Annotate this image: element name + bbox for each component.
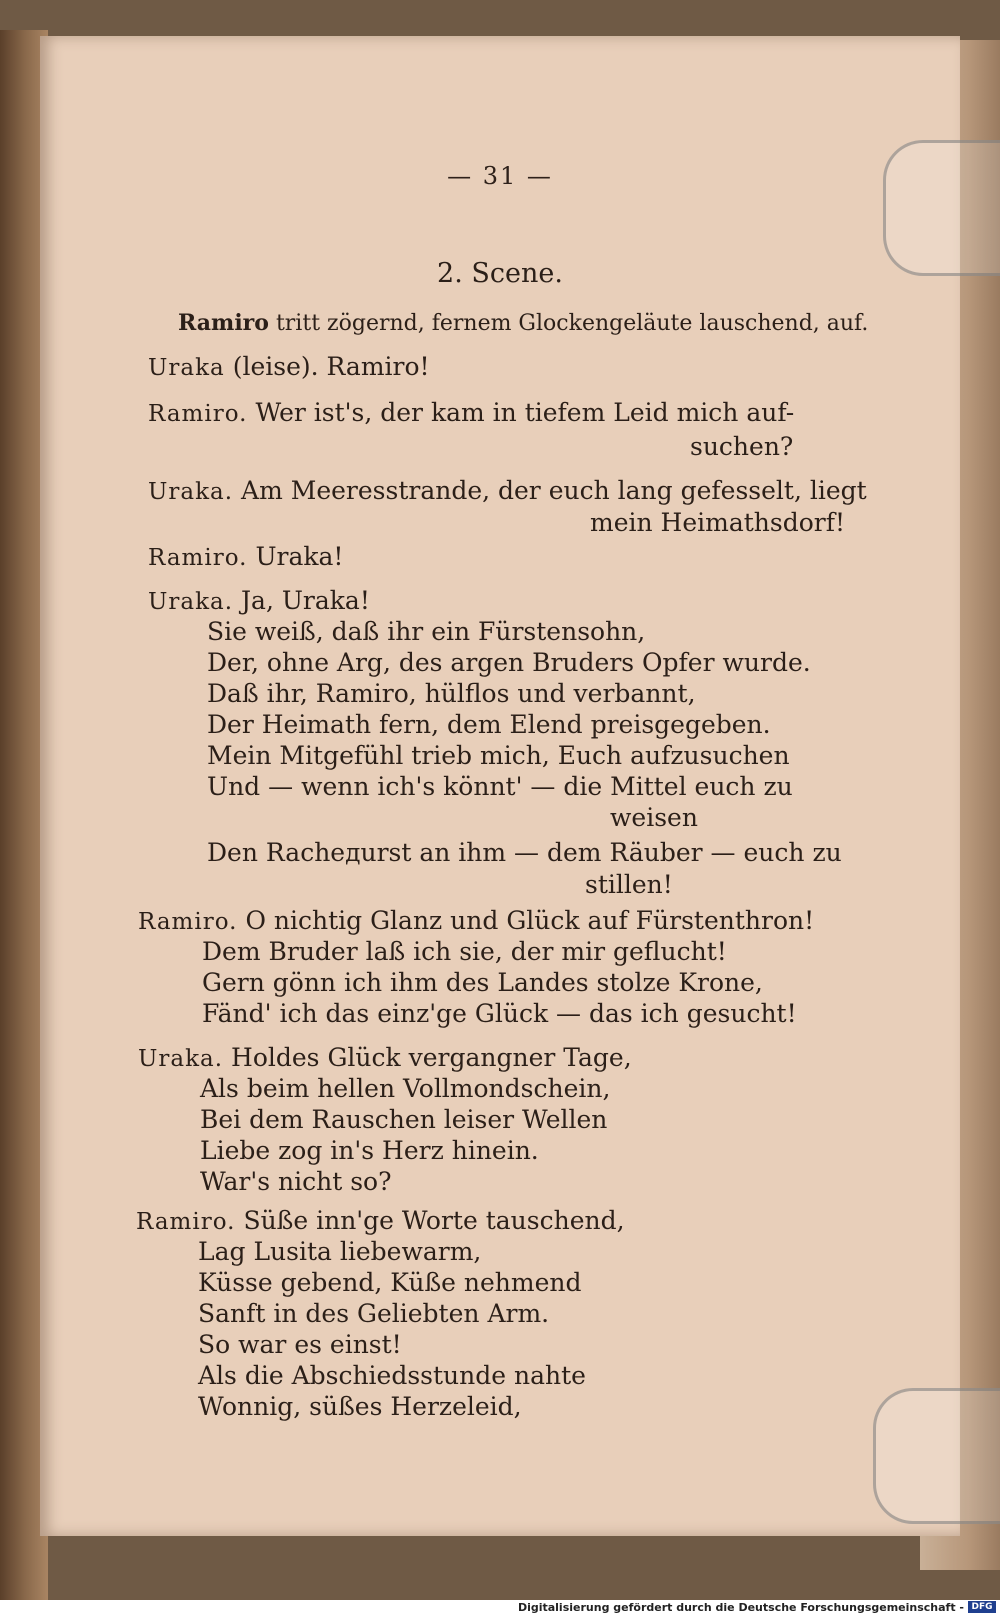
line-text: Süße inn'ge Worte tauschend, (243, 1206, 625, 1235)
dialogue-line: Fänd' ich das einz'ge Glück — das ich gesucht! (202, 999, 797, 1028)
scene-title: 2. Scene. (437, 258, 563, 289)
speaker-name: Uraka. (148, 479, 234, 505)
line-text: Ja, Uraka! (241, 586, 370, 615)
speaker-name: Ramiro. (148, 545, 248, 571)
line-text: Am Meeresstrande, der euch lang gefesselt, liegt (241, 476, 867, 505)
dialogue-line: stillen! (585, 870, 673, 899)
page-number: — 31 — (447, 162, 553, 190)
footer-credit: Digitalisierung gefördert durch die Deutsche Forschungsgemeinschaft - (517, 1601, 964, 1614)
page-clip-bottom (873, 1388, 1000, 1524)
dialogue-line (138, 1043, 632, 1074)
dialogue-line: Als beim hellen Vollmondschein, (200, 1074, 611, 1103)
line-text: Holdes Glück vergangner Tage, (231, 1043, 632, 1072)
dialogue-line (148, 476, 867, 507)
stage-direction (178, 310, 869, 336)
speaker-name: Ramiro. (148, 401, 248, 427)
dialogue-line: weisen (610, 803, 698, 832)
dialogue-line: Und — wenn ich's könnt' — die Mittel euch zu (207, 772, 793, 801)
dialogue-line: War's nicht so? (200, 1167, 392, 1196)
page-clip-top (883, 140, 1000, 276)
line-text: Uraka! (255, 542, 344, 571)
dialogue-line (148, 398, 794, 429)
dialogue-line: Wonnig, süßes Herzeleid, (198, 1392, 522, 1421)
speaker-name: Ramiro. (138, 909, 238, 935)
dialogue-line (138, 906, 814, 937)
speaker-name: Uraka. (148, 589, 234, 615)
dialogue-line: Liebe zog in's Herz hinein. (200, 1136, 539, 1165)
dialogue-line: Als die Abschiedsstunde nahte (198, 1361, 586, 1390)
stage-direction-text: tritt zögernd, fernem Glockengeläute lauschend, auf. (275, 311, 869, 336)
dialogue-line: mein Heimathsdorf! (590, 508, 846, 537)
dialogue-line: Sie weiß, daß ihr ein Fürstensohn, (207, 617, 646, 646)
dialogue-line: Sanft in des Geliebten Arm. (198, 1299, 550, 1328)
dialogue-line: Den Racheдurst an ihm — dem Räuber — euch zu (207, 838, 842, 867)
dialogue-line: Bei dem Rauschen leiser Wellen (200, 1105, 608, 1134)
dialogue-line (136, 1206, 625, 1237)
dialogue-line (148, 586, 370, 617)
line-text: Wer ist's, der kam in tiefem Leid mich auf- (255, 398, 795, 427)
dialogue-line: Lag Lusita liebewarm, (198, 1237, 482, 1266)
dialogue-line: Der Heimath fern, dem Elend preisgegeben. (207, 710, 771, 739)
speaker-name: Ramiro. (136, 1209, 236, 1235)
dialogue-line: Küsse gebend, Küße nehmend (198, 1268, 582, 1297)
dialogue-line: Mein Mitgefühl trieb mich, Euch aufzusuchen (207, 741, 790, 770)
line-text: O nichtig Glanz und Glück auf Fürstenthron! (245, 906, 815, 935)
dialogue-line: Dem Bruder laß ich sie, der mir geflucht! (202, 937, 727, 966)
dialogue-line (148, 542, 343, 573)
line-text: (leise). Ramiro! (232, 352, 430, 381)
dialogue-line (148, 352, 430, 383)
speaker-name: Uraka (148, 355, 225, 381)
dialogue-line: So war es einst! (198, 1330, 402, 1359)
dialogue-line: Gern gönn ich ihm des Landes stolze Krone, (202, 968, 763, 997)
dialogue-line: Der, ohne Arg, des argen Bruders Opfer wurde. (207, 648, 811, 677)
speaker-name: Uraka. (138, 1046, 224, 1072)
dialogue-line: Daß ihr, Ramiro, hülflos und verbannt, (207, 679, 696, 708)
dfg-logo: DFG (968, 1601, 996, 1613)
dialogue-line: suchen? (690, 432, 794, 461)
stage-direction-name: Ramiro (178, 310, 269, 336)
